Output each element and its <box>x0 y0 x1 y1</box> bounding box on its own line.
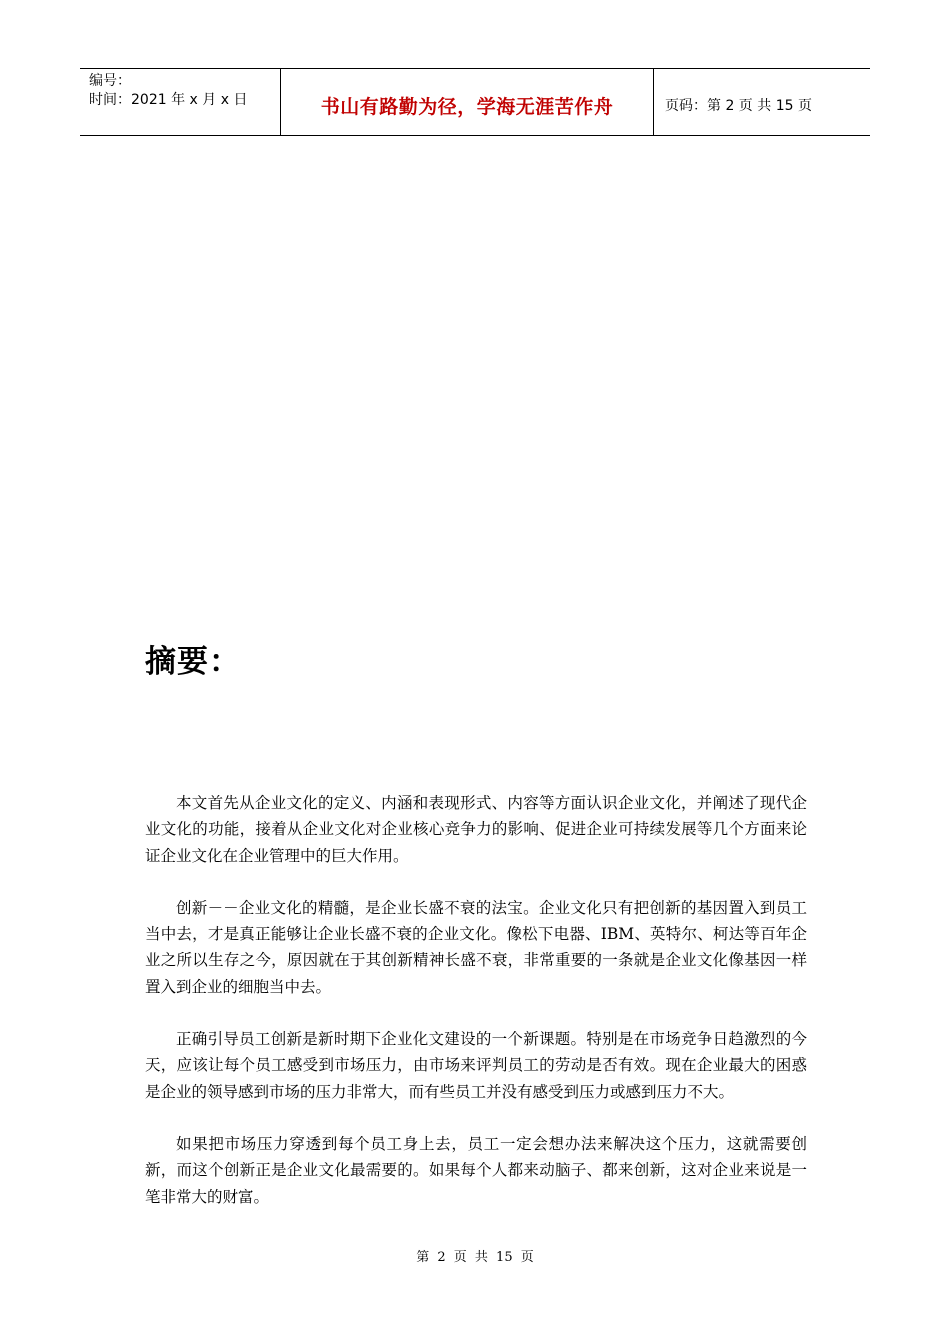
abstract-paragraph-1: 本文首先从企业文化的定义、内涵和表现形式、内容等方面认识企业文化，并阐述了现代企业文化的功能，接着从企业文化对企业核心竞争力的影响、促进企业可持续发展等几个方面来论证企业文化在企业管理中的巨大作用。 <box>145 794 807 865</box>
abstract-body <box>145 790 807 1236</box>
date-line: 时间：2021 年 x 月 x 日 <box>89 92 248 108</box>
header-meta <box>80 69 281 135</box>
abstract-paragraph-3: 正确引导员工创新是新时期下企业化文建设的一个新课题。特别是在市场竞争日趋激烈的今天，应该让每个员工感受到市场压力，由市场来评判员工的劳动是否有效。现在企业最大的困惑是企业的领导感到市场的压力非常大，而有些员工并没有感受到压力或感到压力不大。 <box>145 1030 807 1101</box>
header-page-info: 页码：第 2 页 共 15 页 <box>665 98 812 114</box>
abstract-paragraph-2: 创新－－企业文化的精髓，是企业长盛不衰的法宝。企业文化只有把创新的基因置入到员工当中去，才是真正能够让企业长盛不衰的企业文化。像松下电器、IBM、英特尔、柯达等百年企业之所以生存之今，原因就在于其创新精神长盛不衰，非常重要的一条就是企业文化像基因一样置入到企业的细胞当中去。 <box>145 898 807 996</box>
serial-label: 编号： <box>89 73 131 89</box>
page-footer-number: 第 2 页 共 15 页 <box>416 1250 534 1265</box>
abstract-paragraph-4: 如果把市场压力穿透到每个员工身上去，员工一定会想办法来解决这个压力，这就需要创新，而这个创新正是企业文化最需要的。如果每个人都来动脑子、都来创新，这对企业来说是一笔非常大的财富。 <box>145 1134 807 1206</box>
abstract-heading: 摘要： <box>145 644 241 680</box>
document-header <box>80 68 870 136</box>
header-motto: 书山有路勤为径，学海无涯苦作舟 <box>281 69 654 135</box>
